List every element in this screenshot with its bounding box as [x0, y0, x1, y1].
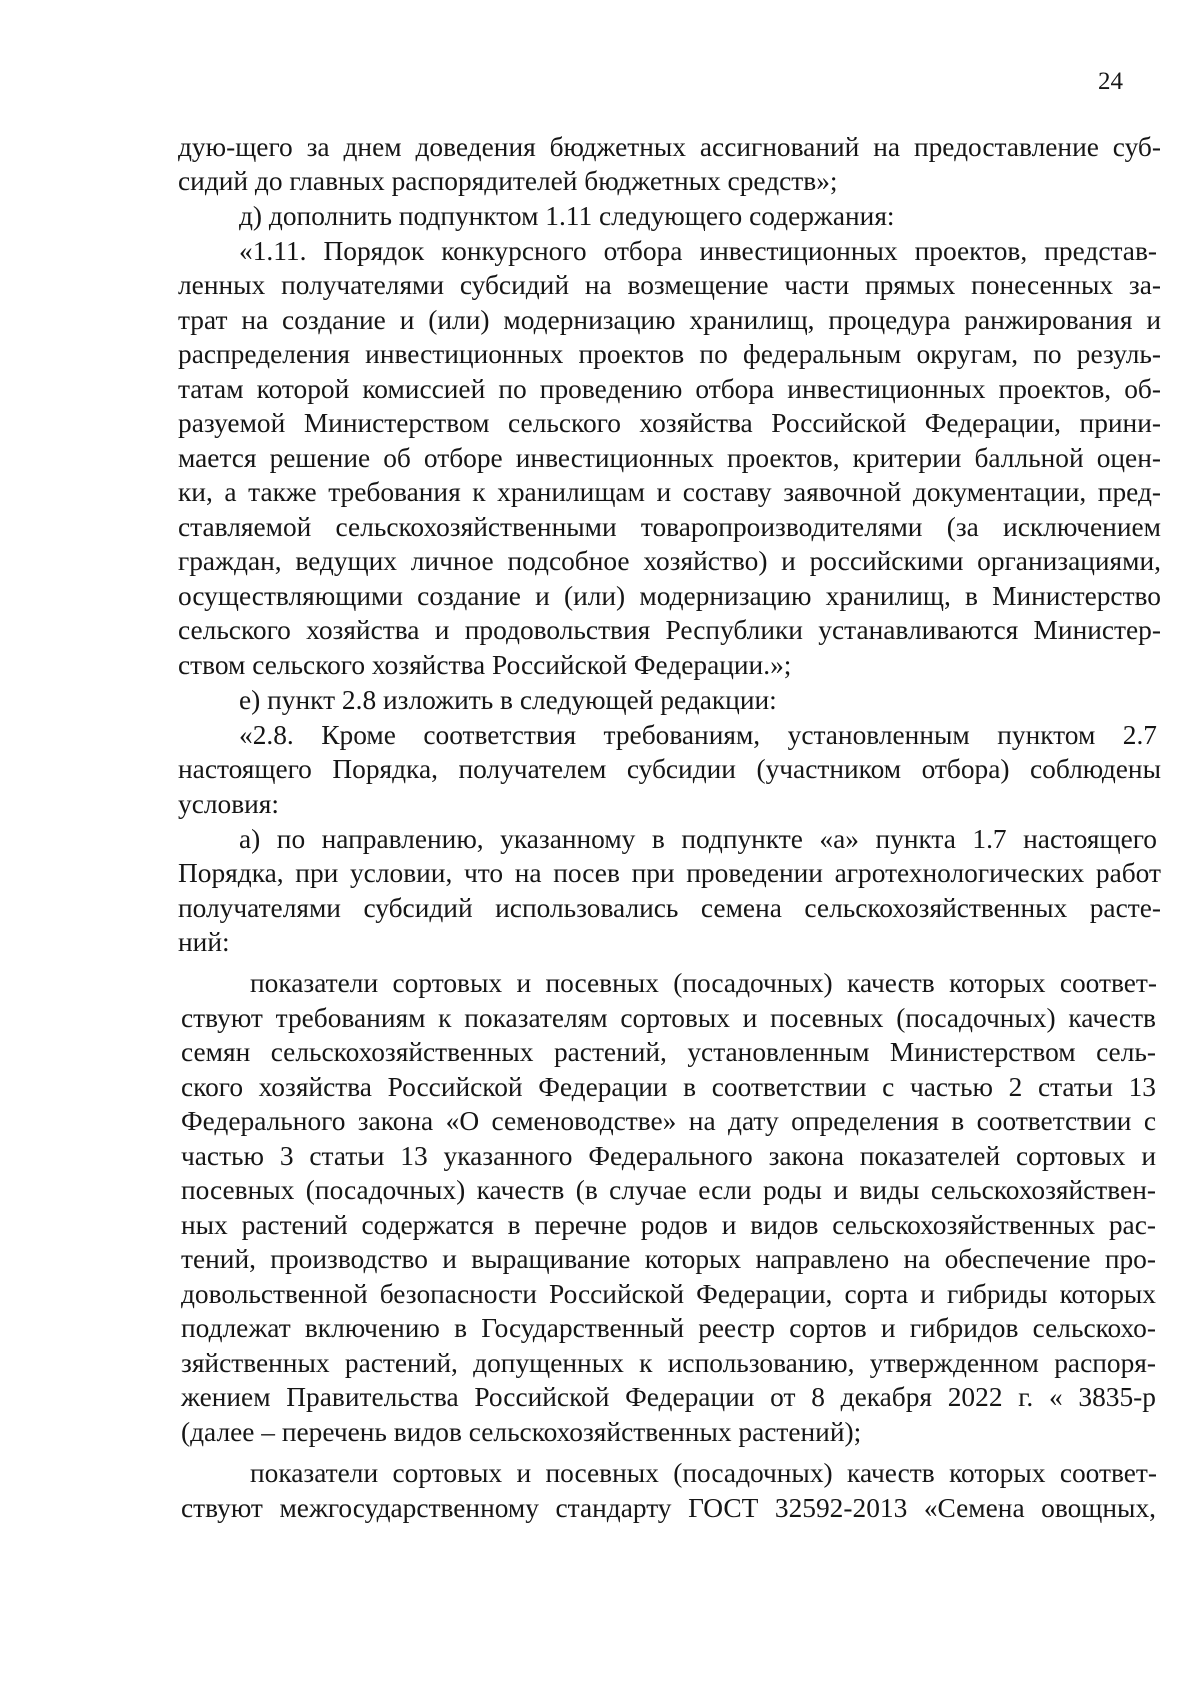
text-line: ствуют требованиям к показателям сортовых и посевных (посадочных) качеств — [181, 1003, 1156, 1033]
text-line: показатели сортовых и посевных (посадочных) качеств которых соответ- — [250, 968, 1157, 998]
text-line: осуществляющими создание и (или) модернизацию хранилищ, в Министерство — [178, 581, 1161, 611]
text-line: ленных получателями субсидий на возмещение части прямых понесенных за- — [178, 270, 1161, 300]
text-line: зяйственных растений, допущенных к использованию, утвержденном распоря- — [181, 1348, 1156, 1378]
text-line: д) дополнить подпунктом 1.11 следующего содержания: — [239, 201, 895, 231]
text-line: сельского хозяйства и продовольствия Республики устанавливаются Министер- — [178, 615, 1161, 645]
text-line: Федерального закона «О семеноводстве» на дату определения в соответствии с — [181, 1106, 1156, 1136]
text-line: ского хозяйства Российской Федерации в соответствии с частью 2 статьи 13 — [181, 1072, 1156, 1102]
text-line: ний: — [178, 927, 230, 957]
text-line: ством сельского хозяйства Российской Федерации.»; — [178, 650, 792, 680]
text-line: ствуют межгосударственному стандарту ГОСТ 32592-2013 «Семена овощных, — [181, 1493, 1156, 1523]
text-line: «1.11. Порядок конкурсного отбора инвестиционных проектов, представ- — [239, 236, 1157, 266]
text-line: получателями субсидий использовались семена сельскохозяйственных расте- — [178, 893, 1161, 923]
text-line: Порядка, при условии, что на посев при проведении агротехнологических работ — [178, 858, 1161, 888]
text-line: дую-щего за днем доведения бюджетных ассигнований на предоставление суб- — [178, 132, 1161, 162]
text-line: частью 3 статьи 13 указанного Федерального закона показателей сортовых и — [181, 1141, 1156, 1171]
text-line: «2.8. Кроме соответствия требованиям, установленным пунктом 2.7 — [239, 720, 1157, 750]
text-line: семян сельскохозяйственных растений, установленным Министерством сель- — [181, 1037, 1156, 1067]
text-line: татам которой комиссией по проведению отбора инвестиционных проектов, об- — [178, 374, 1161, 404]
text-line: подлежат включению в Государственный реестр сортов и гибридов сельскохо- — [181, 1313, 1156, 1343]
text-line: е) пункт 2.8 изложить в следующей редакции: — [239, 685, 777, 715]
text-line: довольственной безопасности Российской Федерации, сорта и гибриды которых — [181, 1279, 1156, 1309]
text-line: тений, производство и выращивание которых направлено на обеспечение про- — [181, 1244, 1156, 1274]
text-line: посевных (посадочных) качеств (в случае если роды и виды сельскохозяйствен- — [181, 1175, 1156, 1205]
page-number: 24 — [1098, 68, 1123, 95]
text-line: а) по направлению, указанному в подпункте «а» пункта 1.7 настоящего — [239, 824, 1157, 854]
text-line: граждан, ведущих личное подсобное хозяйство) и российскими организациями, — [178, 546, 1161, 576]
text-line: распределения инвестиционных проектов по федеральным округам, по резуль- — [178, 339, 1161, 369]
text-line: жением Правительства Российской Федерации от 8 декабря 2022 г. « 3835-р — [181, 1382, 1156, 1412]
text-line: ных растений содержатся в перечне родов и видов сельскохозяйственных рас- — [181, 1210, 1156, 1240]
text-line: ставляемой сельскохозяйственными товаропроизводителями (за исключением — [178, 512, 1161, 542]
text-line: показатели сортовых и посевных (посадочных) качеств которых соответ- — [250, 1458, 1157, 1488]
text-line: трат на создание и (или) модернизацию хранилищ, процедура ранжирования и — [178, 305, 1161, 335]
text-line: условия: — [178, 789, 280, 819]
text-line: сидий до главных распорядителей бюджетных средств»; — [178, 166, 838, 196]
text-line: ки, а также требования к хранилищам и составу заявочной документации, пред- — [178, 477, 1161, 507]
text-line: мается решение об отборе инвестиционных проектов, критерии балльной оцен- — [178, 443, 1161, 473]
text-line: настоящего Порядка, получателем субсидии (участником отбора) соблюдены — [178, 754, 1161, 784]
text-line: (далее – перечень видов сельскохозяйственных растений); — [181, 1417, 862, 1447]
text-line: разуемой Министерством сельского хозяйства Российской Федерации, прини- — [178, 408, 1161, 438]
